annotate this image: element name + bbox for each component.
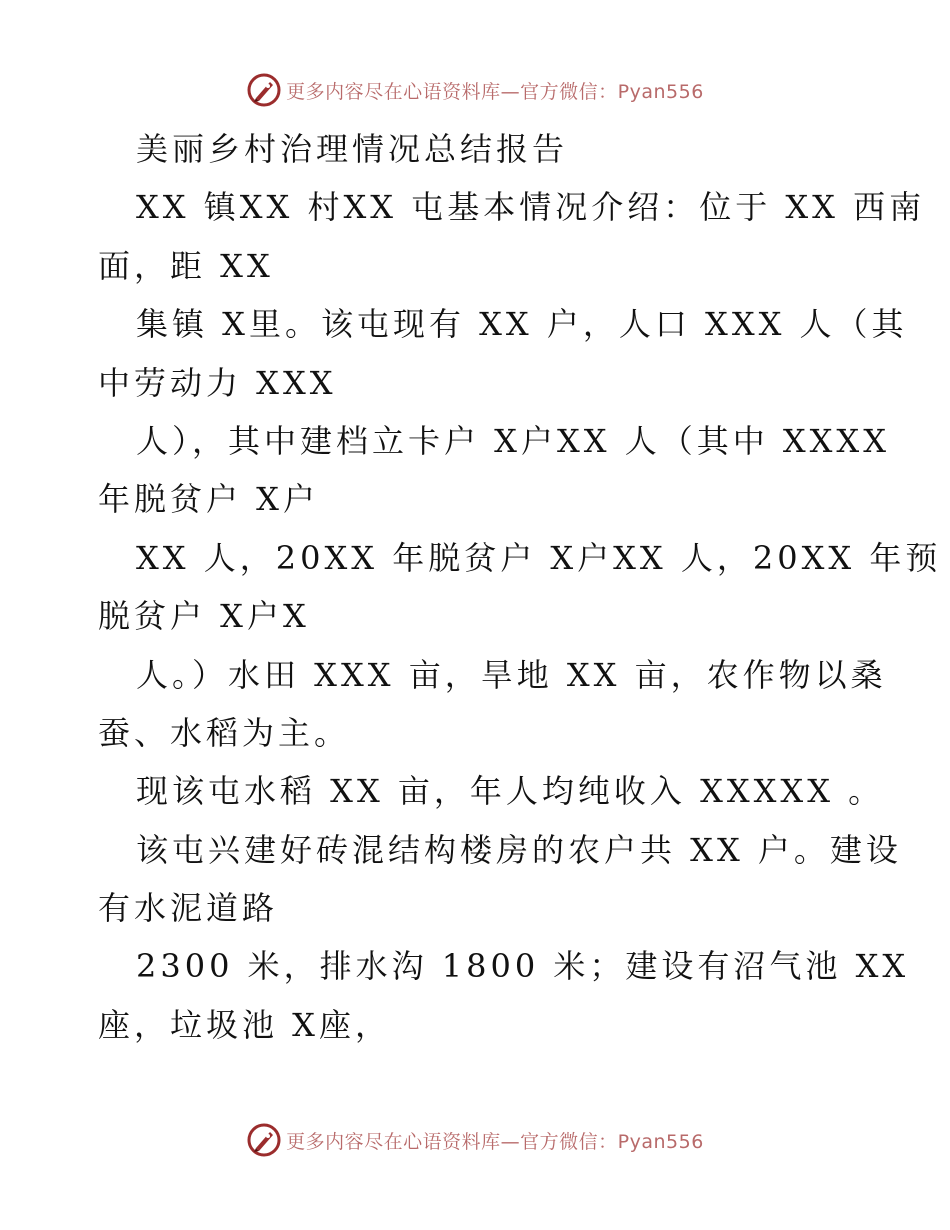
pen-logo-icon <box>246 1122 282 1158</box>
text-line: XX 镇XX 村XX 屯基本情况介绍：位于 XX 西南 <box>136 188 926 227</box>
pen-logo-icon <box>246 72 282 108</box>
text-line: 人。）水田 XXX 亩，旱地 XX 亩，农作物以桑 <box>136 655 887 694</box>
text-line: 人），其中建档立卡户 X户XX 人（其中 XXXX <box>136 421 890 460</box>
text-line: 该屯兴建好砖混结构楼房的农户共 XX 户。建设 <box>136 830 902 869</box>
text-line: 脱贫户 X户X <box>98 597 310 636</box>
document-body <box>98 120 942 1054</box>
text-line: 2300 米，排水沟 1800 米；建设有沼气池 XX <box>136 947 910 986</box>
text-line: 美丽乡村治理情况总结报告 <box>136 130 569 168</box>
text-line: 蚕、水稻为主。 <box>98 713 351 752</box>
text-line: 年脱贫户 X户 <box>98 480 319 519</box>
text-line: 集镇 X里。该屯现有 XX 户，人口 XXX 人（其 <box>136 305 908 344</box>
text-line: 有水泥道路 <box>98 889 279 928</box>
footer-watermark <box>0 1122 950 1158</box>
watermark-text: 更多内容尽在心语资料库—官方微信：Pyan556 <box>286 1130 704 1153</box>
text-line: 中劳动力 XXX <box>98 363 337 402</box>
text-line: XX 人，20XX 年脱贫户 X户XX 人，20XX 年预 <box>136 538 942 577</box>
watermark-text: 更多内容尽在心语资料库—官方微信：Pyan556 <box>286 80 704 103</box>
text-line: 现该屯水稻 XX 亩，年人均纯收入 XXXXX 。 <box>136 772 885 811</box>
text-line: 座，垃圾池 X座， <box>98 1005 391 1044</box>
header-watermark <box>0 72 950 108</box>
text-line: 面，距 XX <box>98 246 274 285</box>
